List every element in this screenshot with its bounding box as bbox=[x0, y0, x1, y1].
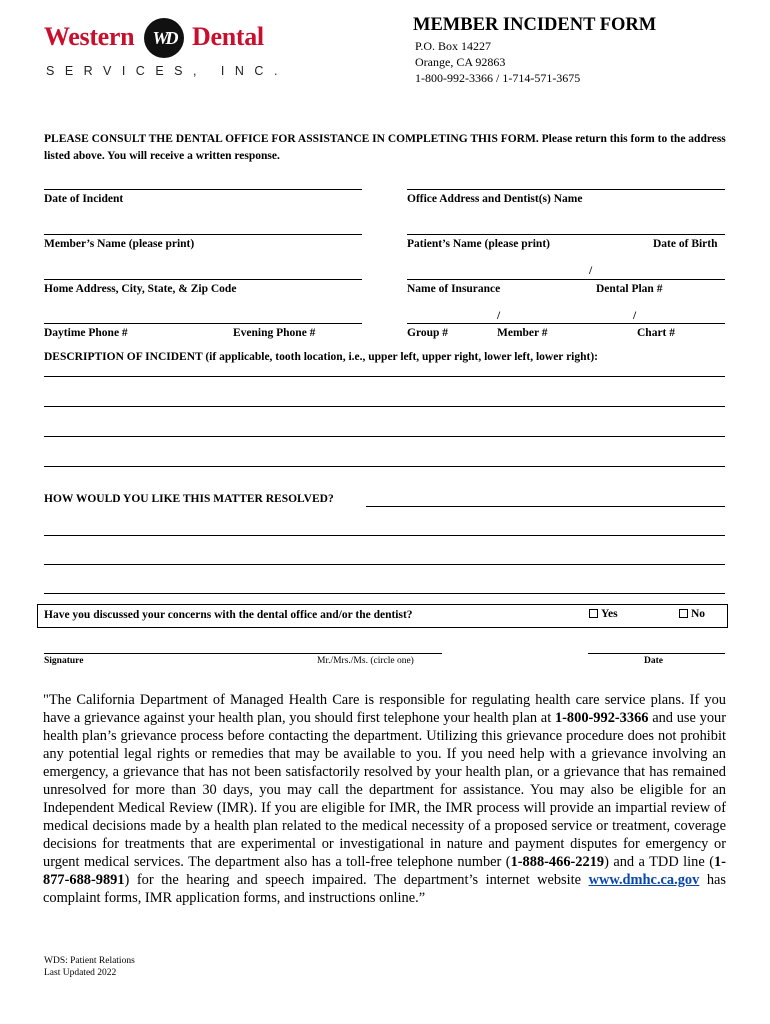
name-of-insurance-label: Name of Insurance bbox=[407, 283, 501, 295]
description-line[interactable] bbox=[44, 406, 725, 407]
date-of-incident-field[interactable] bbox=[44, 189, 362, 190]
logo-word-western: Western bbox=[44, 22, 135, 51]
notice-text: has complaint forms, IMR application forms, and instructions online.” bbox=[43, 872, 727, 906]
member-name-field[interactable] bbox=[44, 234, 362, 235]
logo-monogram-icon: WD bbox=[144, 18, 184, 58]
description-label: DESCRIPTION OF INCIDENT (if applicable, tooth location, i.e., upper left, upper right, lower left, lower right): bbox=[44, 351, 599, 363]
no-checkbox[interactable] bbox=[679, 609, 688, 618]
resolution-label: HOW WOULD YOU LIKE THIS MATTER RESOLVED? bbox=[44, 493, 334, 505]
yes-checkbox[interactable] bbox=[589, 609, 598, 618]
date-of-birth-label: Date of Birth bbox=[653, 238, 718, 250]
notice-text: and use your health plan’s grievance process before contacting the department. Utilizing this grievance procedure does not prohibit any potential legal rights or remedies that may be available to you. If you need help with a grievance involving an emergency, a grievance that has not been satisfactorily resolved by your health plan, or a grievance that has remained unresolved for more than 30 days, you may call the department for assistance. You may also be eligible for an Independent Medical Review (IMR). If you are eligible for IMR, the IMR process will provide an impartial review of medical decisions made by a health plan related to the medical necessity of a proposed service or treatment, coverage decisions for treatments that are experimental or investigational in nature and payment disputes for emergency or urgent medical services. The department also has a toll-free telephone number ( bbox=[43, 710, 727, 870]
date-label: Date bbox=[644, 656, 663, 666]
company-logo bbox=[44, 18, 288, 80]
member-number-label: Member # bbox=[497, 327, 548, 339]
dmhc-notice bbox=[43, 691, 726, 907]
signature-line[interactable] bbox=[44, 653, 442, 654]
resolution-line[interactable] bbox=[44, 564, 725, 565]
instructions: PLEASE CONSULT THE DENTAL OFFICE FOR ASSISTANCE IN COMPLETING THIS FORM. Please return this form to the address listed above. You will receive a written response. bbox=[44, 133, 726, 162]
no-option[interactable] bbox=[679, 608, 705, 620]
chart-label: Chart # bbox=[637, 327, 676, 339]
logo-word-dental: Dental bbox=[192, 22, 264, 51]
no-label: No bbox=[691, 608, 706, 620]
dental-plan-label: Dental Plan # bbox=[596, 283, 663, 295]
dmhc-website-link[interactable]: www.dmhc.ca.gov bbox=[588, 872, 700, 888]
date-of-incident-label: Date of Incident bbox=[44, 193, 124, 205]
home-address-field[interactable] bbox=[44, 279, 362, 280]
resolution-line[interactable] bbox=[366, 506, 725, 507]
footer-updated: Last Updated 2022 bbox=[44, 968, 117, 978]
form-title: MEMBER INCIDENT FORM bbox=[413, 15, 657, 35]
description-line[interactable] bbox=[44, 376, 725, 377]
home-address-label: Home Address, City, State, & Zip Code bbox=[44, 283, 237, 295]
group-label: Group # bbox=[407, 327, 449, 339]
chart-slash: / bbox=[633, 310, 637, 322]
description-line[interactable] bbox=[44, 466, 725, 467]
insurance-dental-plan-field[interactable] bbox=[407, 279, 725, 280]
description-line[interactable] bbox=[44, 436, 725, 437]
member-slash: / bbox=[497, 310, 501, 322]
evening-phone-label: Evening Phone # bbox=[233, 327, 316, 339]
dental-plan-slash: / bbox=[589, 265, 593, 277]
title-circle-label: Mr./Mrs./Ms. (circle one) bbox=[317, 656, 414, 666]
yes-label: Yes bbox=[601, 608, 618, 620]
address-line: P.O. Box 14227 bbox=[415, 39, 492, 53]
notice-text: "The California Department of Managed Health Care is responsible for regulating health care service plans. If you have a grievance against your health plan, you should first telephone your health plan at bbox=[43, 692, 726, 726]
office-address-label: Office Address and Dentist(s) Name bbox=[407, 193, 583, 205]
footer-department: WDS: Patient Relations bbox=[44, 956, 135, 966]
phone-field[interactable] bbox=[44, 323, 362, 324]
notice-text: ) for the hearing and speech impaired. The department’s internet website bbox=[124, 872, 589, 888]
logo-tagline: SERVICES, INC. bbox=[46, 64, 288, 78]
patient-name-field[interactable] bbox=[407, 234, 725, 235]
yes-option[interactable] bbox=[589, 608, 618, 620]
phone-line: 1-800-992-3366 / 1-714-571-3675 bbox=[415, 71, 581, 85]
tdd-phone: 1-877-688-9891 bbox=[43, 854, 726, 888]
health-plan-phone: 1-800-992-3366 bbox=[554, 710, 649, 726]
daytime-phone-label: Daytime Phone # bbox=[44, 327, 128, 339]
discussed-question: Have you discussed your concerns with the dental office and/or the dentist? bbox=[44, 609, 413, 621]
group-member-chart-field[interactable] bbox=[407, 323, 725, 324]
date-line[interactable] bbox=[588, 653, 725, 654]
signature-label: Signature bbox=[44, 656, 84, 666]
address-line: Orange, CA 92863 bbox=[415, 55, 506, 69]
patient-name-label: Patient’s Name (please print) bbox=[407, 238, 550, 250]
office-address-field[interactable] bbox=[407, 189, 725, 190]
resolution-line[interactable] bbox=[44, 535, 725, 536]
footer bbox=[44, 955, 135, 979]
member-name-label: Member’s Name (please print) bbox=[44, 238, 195, 250]
mailing-address bbox=[415, 38, 580, 86]
notice-text: ) and a TDD line ( bbox=[604, 854, 714, 870]
toll-free-phone: 1-888-466-2219 bbox=[510, 854, 605, 870]
resolution-line[interactable] bbox=[44, 593, 725, 594]
